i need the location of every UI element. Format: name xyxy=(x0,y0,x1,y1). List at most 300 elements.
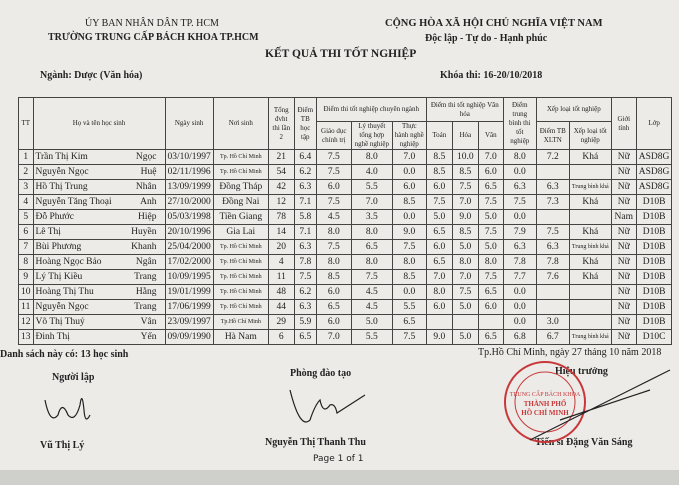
cell-tt: 7 xyxy=(19,240,34,255)
cell-ho-dem: Nguyễn Tăng Thoại xyxy=(35,197,112,207)
table-row xyxy=(19,165,672,180)
cell-gioi-tinh: Nữ xyxy=(611,285,636,300)
cell-tong: 48 xyxy=(268,285,294,300)
cell-ten: Hằng xyxy=(135,287,157,297)
cell-thuc-hanh: 0.0 xyxy=(392,210,426,225)
cell-tong: 54 xyxy=(268,165,294,180)
cell-dob: 17/06/1999 xyxy=(165,300,213,315)
cell-diem-tb: 7.8 xyxy=(294,255,316,270)
cell-tong: 42 xyxy=(268,180,294,195)
col-hoa: Hóa xyxy=(452,122,478,150)
cell-gioi-tinh: Nữ xyxy=(611,195,636,210)
cell-name xyxy=(33,300,165,315)
cell-gioi-tinh: Nữ xyxy=(611,180,636,195)
cell-dtb-xltn xyxy=(536,210,569,225)
cell-ly-thuyet: 4.5 xyxy=(351,300,392,315)
cell-gdct: 8.0 xyxy=(316,225,351,240)
cell-hoa xyxy=(452,315,478,330)
cell-tt: 4 xyxy=(19,195,34,210)
cell-van: 7.5 xyxy=(478,225,503,240)
cell-toan xyxy=(426,315,452,330)
cell-lop: D10B xyxy=(636,270,672,285)
cell-dtb-xltn: 3.0 xyxy=(536,315,569,330)
cell-hoa: 7.5 xyxy=(452,180,478,195)
cell-diem-tb: 6.2 xyxy=(294,165,316,180)
cell-gioi-tinh: Nữ xyxy=(611,165,636,180)
cell-toan: 9.0 xyxy=(426,330,452,345)
cell-pob: Tp. Hồ Chí Minh xyxy=(213,255,268,270)
cell-lop: D10B xyxy=(636,225,672,240)
table-row xyxy=(19,330,672,345)
cell-dtb-tn: 6.3 xyxy=(503,180,536,195)
cell-toan: 7.5 xyxy=(426,195,452,210)
cell-tong: 14 xyxy=(268,225,294,240)
cell-xep-loai xyxy=(569,285,611,300)
cell-pob: Đồng Tháp xyxy=(213,180,268,195)
school-name: TRƯỜNG TRUNG CẤP BÁCH KHOA TP.HCM xyxy=(48,32,259,43)
col-diem-tb: Điểm TB học tập xyxy=(294,98,316,150)
cell-gioi-tinh: Nữ xyxy=(611,330,636,345)
col-gdct: Giáo dục chính trị xyxy=(316,122,351,150)
cell-pob: Hà Nam xyxy=(213,330,268,345)
cell-diem-tb: 7.5 xyxy=(294,270,316,285)
svg-text:TRUNG CẤP BÁCH KHOA: TRUNG CẤP BÁCH KHOA xyxy=(509,392,581,398)
cell-diem-tb: 6.3 xyxy=(294,240,316,255)
col-group-van-hoa: Điểm thi tốt nghiệp Văn hóa xyxy=(426,98,503,122)
cell-tt: 1 xyxy=(19,150,34,165)
cell-dtb-xltn xyxy=(536,165,569,180)
cell-lop: D10B xyxy=(636,255,672,270)
principal-title: Hiệu trưởng xyxy=(555,366,608,377)
cell-tong: 29 xyxy=(268,315,294,330)
cell-tong: 78 xyxy=(268,210,294,225)
cell-lop: D10C xyxy=(636,330,672,345)
svg-text:THÀNH PHỐ: THÀNH PHỐ xyxy=(523,400,567,408)
cell-pob: Tp. Hồ Chí Minh xyxy=(213,270,268,285)
national-motto: Độc lập - Tự do - Hạnh phúc xyxy=(425,33,548,44)
cell-gdct: 8.0 xyxy=(316,255,351,270)
cell-toan: 7.0 xyxy=(426,270,452,285)
cell-diem-tb: 6.2 xyxy=(294,285,316,300)
cell-name xyxy=(33,330,165,345)
cell-tt: 12 xyxy=(19,315,34,330)
cell-dtb-tn: 0.0 xyxy=(503,210,536,225)
preparer-title: Người lập xyxy=(52,372,95,383)
cell-toan: 6.0 xyxy=(426,300,452,315)
cell-ly-thuyet: 5.5 xyxy=(351,180,392,195)
training-dept-name: Nguyễn Thị Thanh Thu xyxy=(265,437,366,448)
col-tong: Tổng đvht thi lần 2 xyxy=(268,98,294,150)
cell-dob: 10/09/1995 xyxy=(165,270,213,285)
cell-ten: Ngọc xyxy=(135,152,157,162)
cell-gdct: 6.0 xyxy=(316,315,351,330)
table-row xyxy=(19,150,672,165)
cell-xep-loai: Khá xyxy=(569,150,611,165)
cell-dtb-tn: 7.5 xyxy=(503,195,536,210)
cell-hoa: 8.0 xyxy=(452,255,478,270)
cell-thuc-hanh: 8.5 xyxy=(392,195,426,210)
cell-ten: Khanh xyxy=(131,242,157,252)
cell-ho-dem: Hồ Thị Trung xyxy=(35,182,88,192)
cell-dtb-tn: 0.0 xyxy=(503,165,536,180)
cell-dtb-tn: 0.0 xyxy=(503,300,536,315)
cell-tt: 2 xyxy=(19,165,34,180)
cell-hoa: 5.0 xyxy=(452,240,478,255)
cell-lop: D10B xyxy=(636,315,672,330)
cell-ly-thuyet: 3.5 xyxy=(351,210,392,225)
cell-gioi-tinh: Nữ xyxy=(611,300,636,315)
cell-pob: Tiền Giang xyxy=(213,210,268,225)
cell-name xyxy=(33,315,165,330)
cell-ho-dem: Đinh Thị xyxy=(35,332,70,342)
cell-van: 6.5 xyxy=(478,285,503,300)
cell-tong: 6 xyxy=(268,330,294,345)
cell-gioi-tinh: Nữ xyxy=(611,270,636,285)
cell-van: 7.5 xyxy=(478,270,503,285)
cell-lop: ASD8G xyxy=(636,150,672,165)
col-group-xep-loai: Xếp loại tốt nghiệp xyxy=(536,98,611,122)
cell-ly-thuyet: 7.5 xyxy=(351,270,392,285)
cell-lop: ASD8G xyxy=(636,180,672,195)
cell-ten: Nhân xyxy=(135,182,157,192)
cell-xep-loai: Trung bình khá xyxy=(569,180,611,195)
cell-xep-loai: Khá xyxy=(569,270,611,285)
cell-tong: 21 xyxy=(268,150,294,165)
cell-hoa: 9.0 xyxy=(452,210,478,225)
cell-xep-loai: Khá xyxy=(569,195,611,210)
table-row xyxy=(19,270,672,285)
col-dtb-xltn: Điểm TB XLTN xyxy=(536,122,569,150)
table-row xyxy=(19,255,672,270)
table-row xyxy=(19,210,672,225)
cell-diem-tb: 6.4 xyxy=(294,150,316,165)
cell-dtb-xltn: 7.3 xyxy=(536,195,569,210)
cell-xep-loai xyxy=(569,165,611,180)
cell-toan: 6.0 xyxy=(426,240,452,255)
col-thuc-hanh: Thực hành nghề nghiệp xyxy=(392,122,426,150)
table-row xyxy=(19,240,672,255)
cell-tt: 13 xyxy=(19,330,34,345)
col-dtb-tn: Điểm trung bình thi tốt nghiệp xyxy=(503,98,536,150)
col-lop: Lớp xyxy=(636,98,672,150)
cell-ho-dem: Hoàng Ngọc Bảo xyxy=(35,257,102,267)
cell-toan: 6.5 xyxy=(426,255,452,270)
cell-dob: 27/10/2000 xyxy=(165,195,213,210)
cell-dtb-tn: 8.0 xyxy=(503,150,536,165)
signature-preparer xyxy=(40,385,100,435)
cell-ten: Trang xyxy=(134,302,157,312)
cell-ly-thuyet: 8.0 xyxy=(351,225,392,240)
cell-pob: Tp.Hồ Chí Minh xyxy=(213,315,268,330)
official-stamp xyxy=(500,350,679,450)
cell-toan: 8.5 xyxy=(426,150,452,165)
cell-diem-tb: 7.1 xyxy=(294,195,316,210)
cell-gdct: 6.0 xyxy=(316,180,351,195)
cell-pob: Tp. Hồ Chí Minh xyxy=(213,240,268,255)
svg-text:HỒ CHÍ MINH: HỒ CHÍ MINH xyxy=(521,409,569,417)
signature-training-dept xyxy=(285,385,375,435)
cell-van: 6.5 xyxy=(478,180,503,195)
cell-gdct: 6.0 xyxy=(316,285,351,300)
cell-xep-loai xyxy=(569,210,611,225)
cell-ho-dem: Hoàng Thị Thu xyxy=(35,287,94,297)
major: Ngành: Dược (Văn hóa) xyxy=(40,70,143,81)
preparer-name: Vũ Thị Lý xyxy=(40,440,85,451)
cell-tt: 5 xyxy=(19,210,34,225)
cell-thuc-hanh: 8.5 xyxy=(392,270,426,285)
cell-gdct: 7.5 xyxy=(316,150,351,165)
table-row xyxy=(19,180,672,195)
cell-pob: Tp. Hồ Chí Minh xyxy=(213,300,268,315)
cell-tt: 10 xyxy=(19,285,34,300)
cell-dtb-tn: 0.0 xyxy=(503,285,536,300)
cell-thuc-hanh: 7.5 xyxy=(392,330,426,345)
cell-gioi-tinh: Nữ xyxy=(611,240,636,255)
cell-ly-thuyet: 7.0 xyxy=(351,195,392,210)
cell-gdct: 4.5 xyxy=(316,210,351,225)
cell-pob: Tp. Hồ Chí Minh xyxy=(213,285,268,300)
cell-dtb-xltn: 7.6 xyxy=(536,270,569,285)
training-dept-title: Phòng đào tạo xyxy=(290,368,352,379)
cell-xep-loai: Trung bình khá xyxy=(569,330,611,345)
cell-thuc-hanh: 5.5 xyxy=(392,300,426,315)
cell-ho-dem: Đỗ Phước xyxy=(35,212,74,222)
principal-name: Tiến sĩ Đặng Văn Sáng xyxy=(535,437,633,448)
cell-van: 6.0 xyxy=(478,165,503,180)
cell-van: 7.0 xyxy=(478,150,503,165)
cell-name xyxy=(33,150,165,165)
cell-thuc-hanh: 6.0 xyxy=(392,180,426,195)
cell-van: 7.5 xyxy=(478,195,503,210)
cell-ho-dem: Lê Thị xyxy=(35,227,61,237)
table-row xyxy=(19,225,672,240)
cell-hoa: 10.0 xyxy=(452,150,478,165)
cell-dob: 19/01/1999 xyxy=(165,285,213,300)
cell-hoa: 5.0 xyxy=(452,330,478,345)
cell-hoa: 7.5 xyxy=(452,285,478,300)
cell-ho-dem: Võ Thị Thuỷ xyxy=(35,317,85,327)
cell-ten: Trang xyxy=(134,272,157,282)
cell-ten: Anh xyxy=(140,197,157,207)
cell-xep-loai xyxy=(569,300,611,315)
page-title: KẾT QUẢ THI TỐT NGHIỆP xyxy=(265,48,417,60)
cell-thuc-hanh: 7.0 xyxy=(392,150,426,165)
cell-dtb-xltn: 6.7 xyxy=(536,330,569,345)
cell-dtb-tn: 7.7 xyxy=(503,270,536,285)
cell-dob: 02/11/1996 xyxy=(165,165,213,180)
cell-hoa: 8.5 xyxy=(452,225,478,240)
cell-thuc-hanh: 7.5 xyxy=(392,240,426,255)
page-number: Page 1 of 1 xyxy=(313,454,364,464)
cell-ho-dem: Lý Thị Kiều xyxy=(35,272,83,282)
cell-van: 5.0 xyxy=(478,240,503,255)
col-tt: TT xyxy=(19,98,34,150)
cell-dtb-xltn xyxy=(536,300,569,315)
col-pob: Nơi sinh xyxy=(213,98,268,150)
cell-gdct: 6.5 xyxy=(316,300,351,315)
cell-thuc-hanh: 0.0 xyxy=(392,285,426,300)
cell-name xyxy=(33,240,165,255)
cell-dtb-xltn: 6.3 xyxy=(536,240,569,255)
cell-name xyxy=(33,165,165,180)
cell-toan: 6.5 xyxy=(426,225,452,240)
cell-dob: 25/04/2000 xyxy=(165,240,213,255)
cell-ten: Hiệp xyxy=(138,212,157,222)
cell-diem-tb: 7.1 xyxy=(294,225,316,240)
cell-ho-dem: Nguyễn Ngọc xyxy=(35,302,89,312)
cell-tt: 3 xyxy=(19,180,34,195)
org-name: ỦY BAN NHÂN DÂN TP. HCM xyxy=(85,18,219,29)
cell-van: 6.0 xyxy=(478,300,503,315)
table-row xyxy=(19,195,672,210)
cell-gioi-tinh: Nam xyxy=(611,210,636,225)
cell-hoa: 7.0 xyxy=(452,270,478,285)
col-name: Họ và tên học sinh xyxy=(33,98,165,150)
cell-gioi-tinh: Nữ xyxy=(611,150,636,165)
cell-dtb-tn: 6.8 xyxy=(503,330,536,345)
cell-tong: 4 xyxy=(268,255,294,270)
cell-diem-tb: 5.8 xyxy=(294,210,316,225)
cell-tong: 20 xyxy=(268,240,294,255)
cell-dob: 20/10/1996 xyxy=(165,225,213,240)
cell-gdct: 7.5 xyxy=(316,165,351,180)
cell-ly-thuyet: 4.0 xyxy=(351,165,392,180)
col-group-chuyen-nganh: Điểm thi tốt nghiệp chuyên ngành xyxy=(316,98,426,122)
cell-diem-tb: 5.9 xyxy=(294,315,316,330)
cell-gioi-tinh: Nữ xyxy=(611,255,636,270)
cell-tong: 11 xyxy=(268,270,294,285)
cell-diem-tb: 6.5 xyxy=(294,330,316,345)
cell-hoa: 8.5 xyxy=(452,165,478,180)
cell-name xyxy=(33,195,165,210)
cell-toan: 8.5 xyxy=(426,165,452,180)
cell-dtb-tn: 7.9 xyxy=(503,225,536,240)
cell-dob: 05/03/1998 xyxy=(165,210,213,225)
cell-dob: 17/02/2000 xyxy=(165,255,213,270)
cell-dtb-tn: 0.0 xyxy=(503,315,536,330)
col-gioi-tinh: Giới tính xyxy=(611,98,636,150)
table-row xyxy=(19,285,672,300)
cell-ten: Ngân xyxy=(135,257,157,267)
col-van: Văn xyxy=(478,122,503,150)
cell-toan: 5.0 xyxy=(426,210,452,225)
col-ly-thuyet: Lý thuyết tổng hợp nghề nghiệp xyxy=(351,122,392,150)
cell-lop: ASD8G xyxy=(636,165,672,180)
cell-thuc-hanh: 6.5 xyxy=(392,315,426,330)
cell-diem-tb: 6.3 xyxy=(294,180,316,195)
cell-gdct: 7.5 xyxy=(316,240,351,255)
cell-name xyxy=(33,255,165,270)
cell-gdct: 8.5 xyxy=(316,270,351,285)
cell-lop: D10B xyxy=(636,210,672,225)
cell-dob: 09/09/1990 xyxy=(165,330,213,345)
cell-ly-thuyet: 5.0 xyxy=(351,315,392,330)
cell-name xyxy=(33,225,165,240)
table-row xyxy=(19,300,672,315)
cell-pob: Tp. Hồ Chí Minh xyxy=(213,150,268,165)
col-toan: Toán xyxy=(426,122,452,150)
cell-dtb-tn: 7.8 xyxy=(503,255,536,270)
cell-name xyxy=(33,180,165,195)
cell-lop: D10B xyxy=(636,300,672,315)
table-row xyxy=(19,315,672,330)
cell-tong: 12 xyxy=(268,195,294,210)
cell-hoa: 7.0 xyxy=(452,195,478,210)
cell-toan: 8.0 xyxy=(426,285,452,300)
cell-dtb-xltn: 7.8 xyxy=(536,255,569,270)
cell-name xyxy=(33,270,165,285)
cell-dtb-xltn: 7.2 xyxy=(536,150,569,165)
cell-hoa: 5.0 xyxy=(452,300,478,315)
cell-ten: Huyền xyxy=(131,227,157,237)
cell-xep-loai: Khá xyxy=(569,255,611,270)
cell-dob: 23/09/1997 xyxy=(165,315,213,330)
cell-van: 8.0 xyxy=(478,255,503,270)
cell-dtb-tn: 6.3 xyxy=(503,240,536,255)
cell-ly-thuyet: 5.5 xyxy=(351,330,392,345)
cell-tt: 9 xyxy=(19,270,34,285)
col-xep-loai: Xếp loại tốt nghiệp xyxy=(569,122,611,150)
cell-name xyxy=(33,210,165,225)
cell-tt: 11 xyxy=(19,300,34,315)
cell-gdct: 7.5 xyxy=(316,195,351,210)
cell-van xyxy=(478,315,503,330)
cell-ly-thuyet: 4.5 xyxy=(351,285,392,300)
cell-gioi-tinh: Nữ xyxy=(611,315,636,330)
cell-tt: 8 xyxy=(19,255,34,270)
sign-date: Tp.Hồ Chí Minh, ngày 27 tháng 10 năm 2018 xyxy=(478,347,662,358)
cell-tt: 6 xyxy=(19,225,34,240)
cell-pob: Tp. Hồ Chí Minh xyxy=(213,165,268,180)
cell-lop: D10B xyxy=(636,195,672,210)
cell-thuc-hanh: 8.0 xyxy=(392,255,426,270)
cell-xep-loai xyxy=(569,315,611,330)
cell-thuc-hanh: 9.0 xyxy=(392,225,426,240)
cell-ho-dem: Trần Thị Kim xyxy=(35,152,88,162)
cell-van: 6.5 xyxy=(478,330,503,345)
cell-dtb-xltn: 6.3 xyxy=(536,180,569,195)
cell-dtb-xltn: 7.5 xyxy=(536,225,569,240)
cell-ly-thuyet: 8.0 xyxy=(351,255,392,270)
cell-ly-thuyet: 8.0 xyxy=(351,150,392,165)
cell-ten: Huệ xyxy=(140,167,157,177)
cell-ho-dem: Nguyễn Ngọc xyxy=(35,167,89,177)
cell-gioi-tinh: Nữ xyxy=(611,225,636,240)
cell-van: 5.0 xyxy=(478,210,503,225)
cell-thuc-hanh: 0.0 xyxy=(392,165,426,180)
cell-name xyxy=(33,285,165,300)
cell-tong: 44 xyxy=(268,300,294,315)
cell-ten: Vân xyxy=(140,317,157,327)
cell-ly-thuyet: 6.5 xyxy=(351,240,392,255)
cell-pob: Gia Lai xyxy=(213,225,268,240)
cell-xep-loai: Khá xyxy=(569,225,611,240)
cell-lop: D10B xyxy=(636,240,672,255)
cell-dob: 13/09/1999 xyxy=(165,180,213,195)
cell-gdct: 7.0 xyxy=(316,330,351,345)
results-table xyxy=(18,97,672,345)
cell-dtb-xltn xyxy=(536,285,569,300)
national-title: CỘNG HÒA XÃ HỘI CHỦ NGHĨA VIỆT NAM xyxy=(385,18,603,29)
cell-diem-tb: 6.3 xyxy=(294,300,316,315)
cell-xep-loai: Trung bình khá xyxy=(569,240,611,255)
cell-toan: 6.0 xyxy=(426,180,452,195)
cell-ten: Yến xyxy=(140,332,157,342)
exam-period: Khóa thi: 16-20/10/2018 xyxy=(440,70,543,81)
cell-dob: 03/10/1997 xyxy=(165,150,213,165)
student-count: Danh sách này có: 13 học sinh xyxy=(0,349,129,360)
cell-pob: Đồng Nai xyxy=(213,195,268,210)
